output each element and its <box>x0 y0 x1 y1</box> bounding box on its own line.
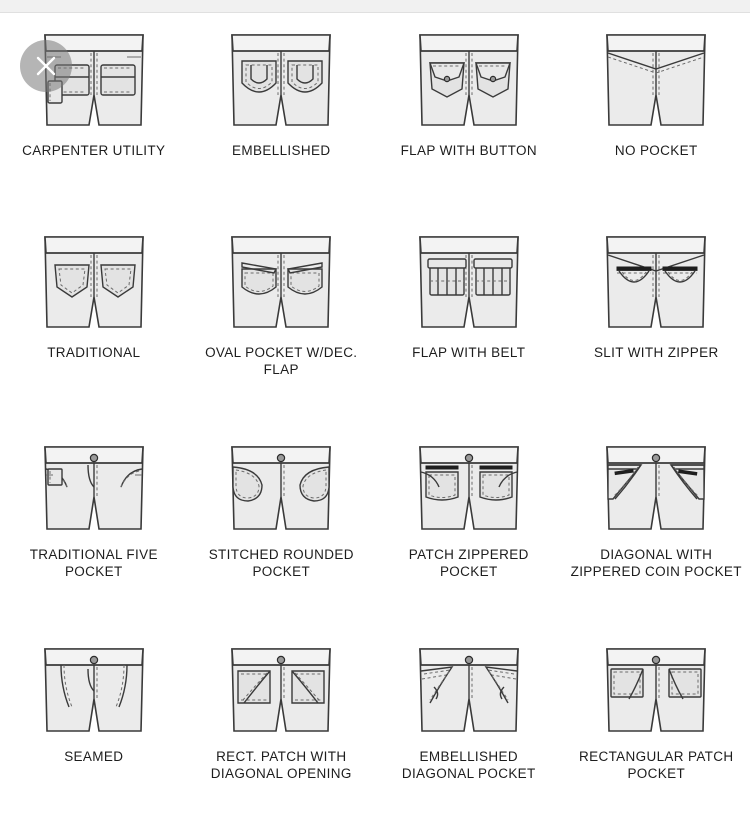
embellished-illustration <box>216 20 346 132</box>
close-icon[interactable] <box>20 40 72 92</box>
traditional-illustration <box>29 222 159 334</box>
pocket-style-cell[interactable] <box>563 618 750 820</box>
pocket-style-cell[interactable] <box>0 416 188 618</box>
pocket-style-label: EMBELLISHED DIAGONAL POCKET <box>401 749 536 782</box>
pocket-style-label: EMBELLISHED <box>232 143 331 158</box>
seamed-illustration <box>29 626 159 738</box>
pocket-style-cell[interactable] <box>188 12 376 214</box>
pocket-style-label: NO POCKET <box>614 143 698 158</box>
pocket-style-cell[interactable] <box>0 618 188 820</box>
pocket-style-cell[interactable] <box>563 12 750 214</box>
pocket-style-label: TRADITIONAL FIVE POCKET <box>29 547 158 580</box>
stitched-rounded-pocket-illustration <box>216 424 346 536</box>
pocket-style-cell[interactable] <box>563 214 750 416</box>
pocket-style-label: FLAP WITH BUTTON <box>400 143 537 158</box>
pocket-style-cell[interactable] <box>375 416 563 618</box>
pocket-style-grid <box>0 12 750 820</box>
pocket-style-label: OVAL POCKET W/DEC. FLAP <box>205 345 358 378</box>
embellished-diagonal-pocket-illustration <box>404 626 534 738</box>
diagonal-zippered-coin-pocket-illustration <box>591 424 721 536</box>
pocket-style-cell[interactable] <box>563 416 750 618</box>
pocket-style-cell[interactable] <box>188 416 376 618</box>
flap-with-button-illustration <box>404 20 534 132</box>
pocket-style-label: FLAP WITH BELT <box>412 345 526 360</box>
pocket-style-cell[interactable] <box>0 214 188 416</box>
pocket-style-cell[interactable] <box>188 214 376 416</box>
pocket-style-label: DIAGONAL WITH ZIPPERED COIN POCKET <box>570 547 742 580</box>
pocket-style-cell[interactable] <box>0 12 188 214</box>
pocket-style-label: PATCH ZIPPERED POCKET <box>408 547 529 580</box>
pocket-style-cell[interactable] <box>375 12 563 214</box>
pocket-style-label: SEAMED <box>64 749 124 764</box>
rect-patch-diagonal-opening-illustration <box>216 626 346 738</box>
pocket-style-label: SLIT WITH ZIPPER <box>593 345 719 360</box>
pocket-style-cell[interactable] <box>375 214 563 416</box>
pocket-style-cell[interactable] <box>188 618 376 820</box>
rectangular-patch-pocket-illustration <box>591 626 721 738</box>
traditional-five-pocket-illustration <box>29 424 159 536</box>
flap-with-belt-illustration <box>404 222 534 334</box>
slit-with-zipper-illustration <box>591 222 721 334</box>
pocket-style-label: STITCHED ROUNDED POCKET <box>208 547 354 580</box>
pocket-style-label: TRADITIONAL <box>47 345 141 360</box>
patch-zippered-pocket-illustration <box>404 424 534 536</box>
pocket-style-label: RECTANGULAR PATCH POCKET <box>579 749 734 782</box>
oval-pocket-illustration <box>216 222 346 334</box>
pocket-style-label: CARPENTER UTILITY <box>22 143 166 158</box>
pocket-style-cell[interactable] <box>375 618 563 820</box>
no-pocket-illustration <box>591 20 721 132</box>
pocket-style-label: RECT. PATCH WITH DIAGONAL OPENING <box>210 749 352 782</box>
